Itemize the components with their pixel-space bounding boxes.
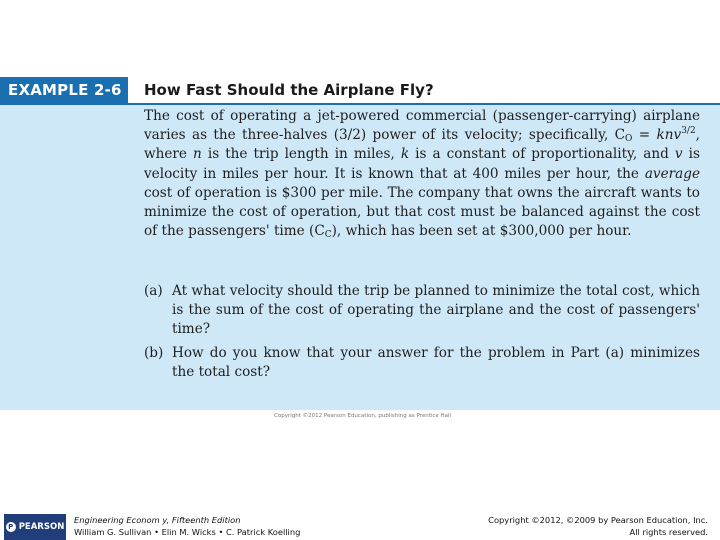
image-copyright: Copyright ©2012 Pearson Education, publishing as Prentice Hall [274,413,452,419]
book-title: Engineering Econom y, Fifteenth Edition [74,515,241,525]
intro-text-1: The cost of operating a jet-powered commercial (passenger-carrying) airplane varies as the three-halves (3/2) power of its velocity; specifically, C [144,108,700,144]
question-b-label: (b) [144,344,164,361]
problem-statement [144,107,700,241]
question-a [144,282,700,340]
question-b [144,344,700,382]
copyright-line: Copyright ©2012, ©2009 by Pearson Education, Inc. [488,515,708,525]
cost-equation: = knv [632,127,682,144]
intro-text-4: is a constant of proportionality, and [409,146,675,163]
intro-text-6: cost of operation is $300 per mile. The company that owns the aircraft wants to minimize the cost of operation, but that cost must be balanced against the cost of the passengers' time (C [144,184,700,240]
intro-text-3: is the trip length in miles, [201,146,401,163]
question-a-label: (a) [144,283,163,299]
pearson-mark-icon: P [6,522,16,532]
example-label: EXAMPLE 2-6 [0,77,128,103]
example-title: How Fast Should the Airplane Fly? [144,81,434,99]
subscript-c: C [324,230,332,241]
example-box [0,77,720,410]
logo-text: PEARSON [18,522,65,532]
intro-text-7: ), which has been set at $300,000 per hour. [331,223,632,240]
footer-copyright [488,514,708,538]
example-header [0,77,720,105]
var-k: k [400,146,410,163]
footer-book-info [74,514,300,538]
authors: William G. Sullivan • Elin M. Wicks • C. Patrick Koelling [74,527,301,537]
question-list [144,282,700,386]
intro-text-5: is velocity in miles per hour. It is known that at 400 miles per hour, the [144,146,700,182]
var-v: v [674,146,683,163]
var-n: n [193,146,202,163]
intro-text-2: , where [144,127,700,163]
question-b-text: How do you know that your answer for the problem in Part (a) minimizes the total cost? [172,344,700,380]
subscript-o: O [625,134,633,145]
rights-line: All rights reserved. [629,527,708,537]
pearson-logo [4,514,66,540]
footer [0,508,720,540]
average-word: average [644,165,700,182]
question-a-text: At what velocity should the trip be planned to minimize the total cost, which is the sum of the cost of operating the airplane and the cost of passengers' time? [172,283,700,338]
exponent: 3/2 [681,126,696,137]
